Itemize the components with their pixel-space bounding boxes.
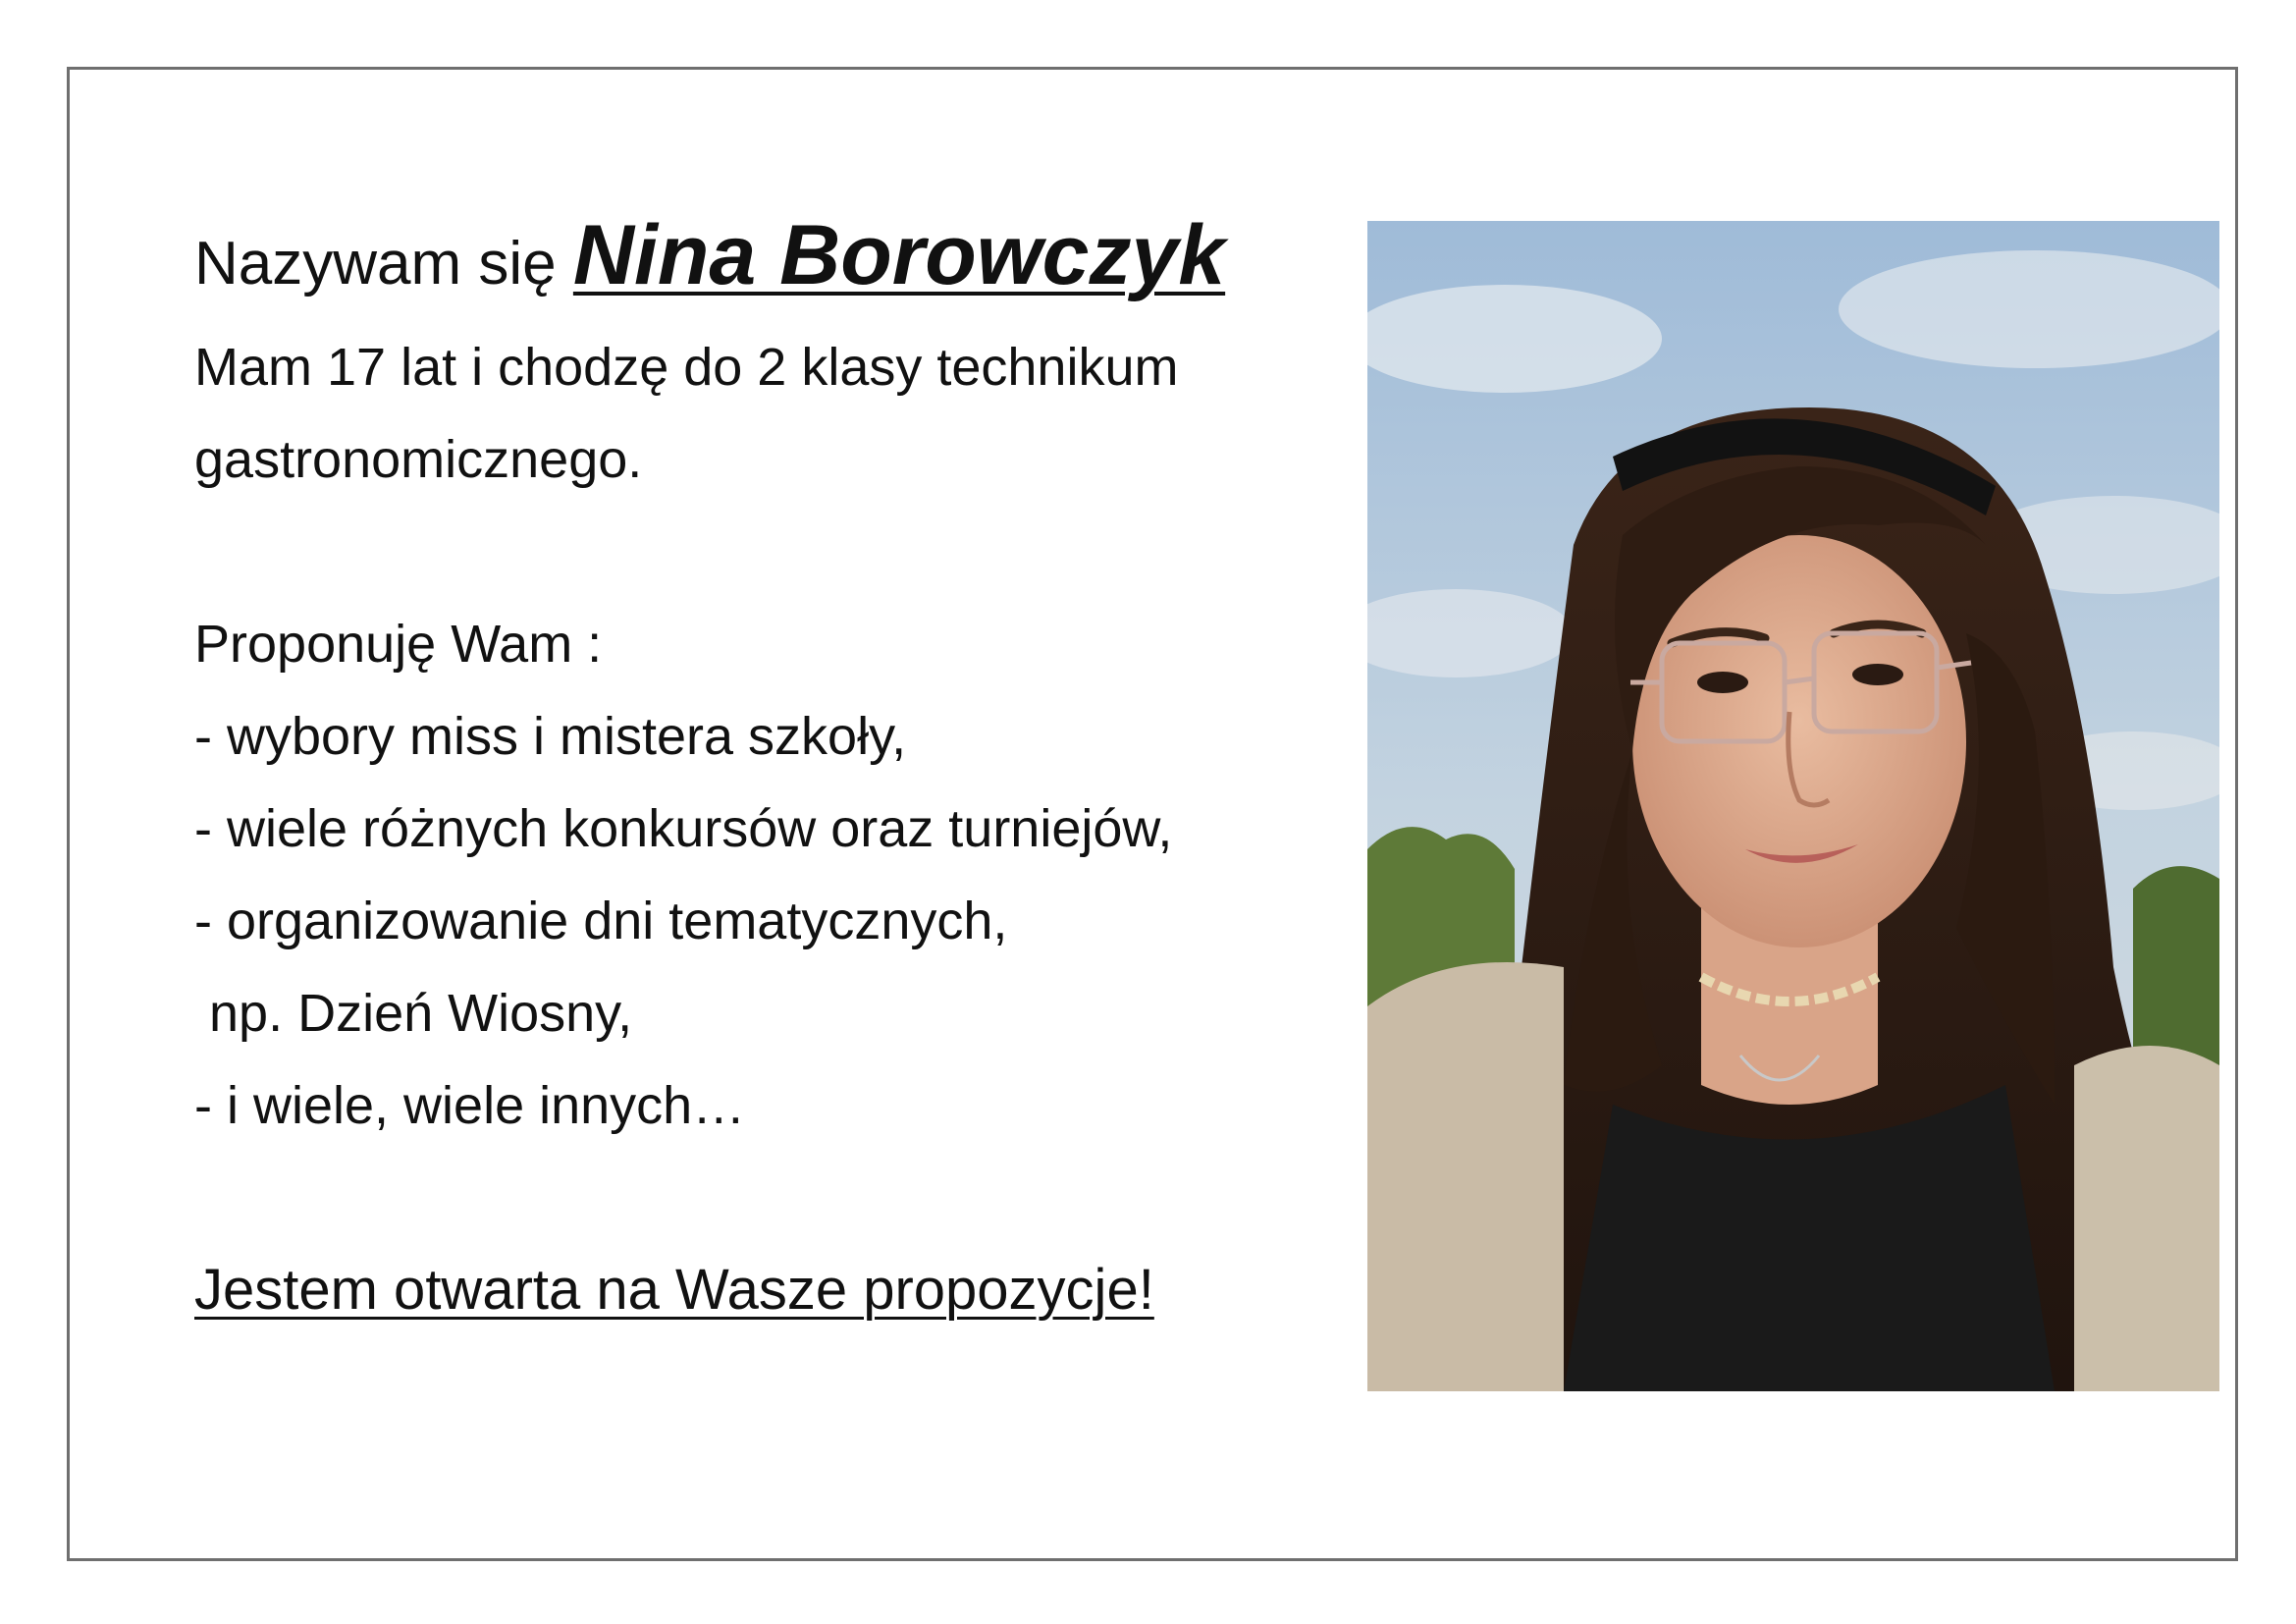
about-line: gastronomicznego. <box>194 429 643 489</box>
intro-prefix: Nazywam się <box>194 230 557 298</box>
candidate-photo <box>1367 221 2219 1391</box>
spacer <box>194 506 1353 598</box>
intro-heading <box>194 201 1353 311</box>
proposal-item: - i wiele, wiele innych… <box>194 1075 746 1135</box>
about-line: Mam 17 lat i chodzę do 2 klasy technikum <box>194 337 1179 397</box>
candidate-name: Nina Borowczyk <box>572 208 1226 302</box>
proposal-item: - organizowanie dni tematycznych, <box>194 891 1008 950</box>
text-column <box>194 201 1353 1337</box>
closing-statement: Jestem otwarta na Wasze propozycje! <box>194 1257 1154 1322</box>
about-paragraph <box>194 321 1353 506</box>
closing-paragraph <box>194 1244 1353 1337</box>
spacer <box>194 1152 1353 1244</box>
proposal-item: np. Dzień Wiosny, <box>194 983 633 1043</box>
proposal-item: - wiele różnych konkursów oraz turniejów, <box>194 798 1173 858</box>
proposals-heading: Proponuję Wam : <box>194 614 603 674</box>
proposals-list <box>194 598 1353 1152</box>
proposal-item: - wybory miss i mistera szkoły, <box>194 706 907 766</box>
